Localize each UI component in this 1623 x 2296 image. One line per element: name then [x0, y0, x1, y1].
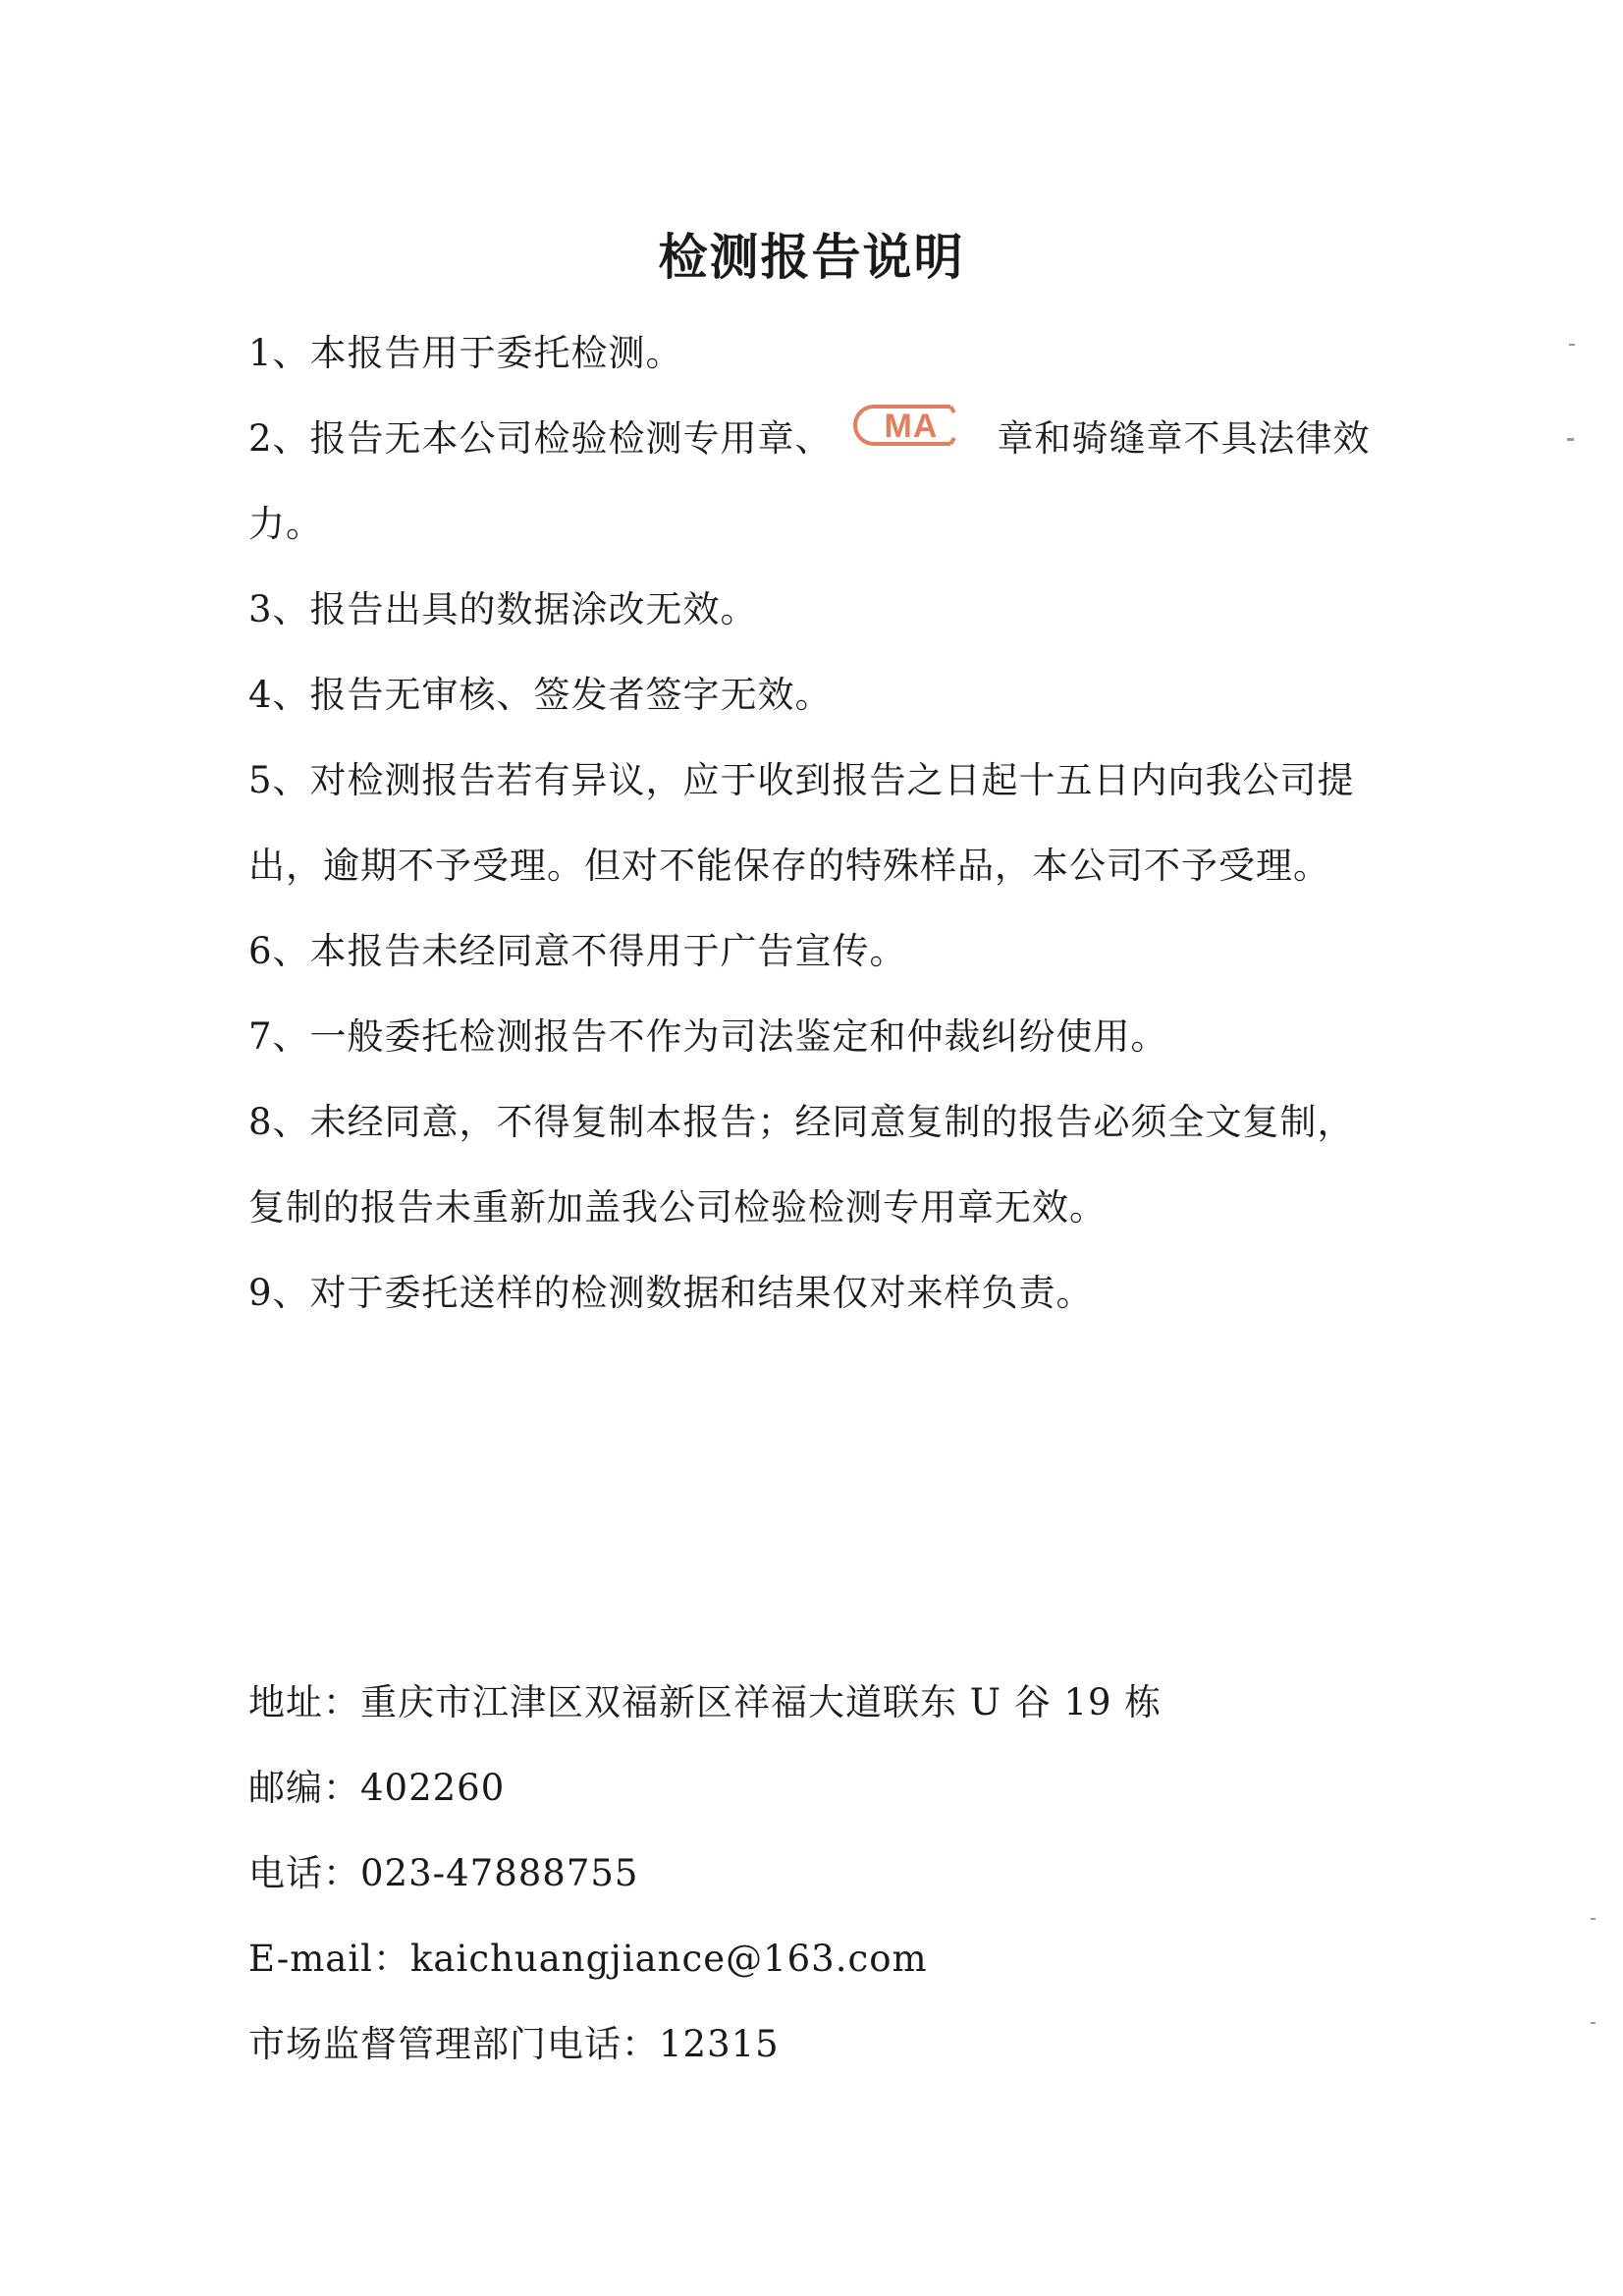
- note-2-continued: 力。: [248, 503, 323, 545]
- contact-phone: 电话：023-47888755: [248, 1852, 639, 1894]
- contact-address: 地址：重庆市江津区双福新区祥福大道联东 U 谷 19 栋: [248, 1681, 1163, 1723]
- cma-stamp-text: MA: [884, 408, 938, 445]
- note-7: 7、一般委托检测报告不作为司法鉴定和仲裁纠纷使用。: [248, 1015, 1168, 1058]
- cma-stamp-icon: [852, 393, 960, 478]
- note-2-text-after: 章和骑缝章不具法律效: [997, 417, 1371, 460]
- note-9: 9、对于委托送样的检测数据和结果仅对来样负责。: [248, 1272, 1094, 1314]
- contact-email: E-mail：kaichuangjiance@163.com: [248, 1938, 928, 1980]
- note-5-line-1: 5、对检测报告若有异议，应于收到报告之日起十五日内向我公司提: [248, 759, 1355, 801]
- note-1: 1、本报告用于委托检测。: [248, 332, 683, 374]
- scan-mark: [1567, 438, 1574, 441]
- notes-list: [248, 310, 1387, 1336]
- page-title: 检测报告说明: [658, 228, 965, 286]
- note-6: 6、本报告未经同意不得用于广告宣传。: [248, 930, 907, 972]
- note-2: [248, 396, 1387, 481]
- contact-postcode: 邮编：402260: [248, 1767, 506, 1809]
- contact-market-supervision: 市场监督管理部门电话：12315: [248, 2023, 780, 2065]
- scan-mark: [1569, 344, 1575, 346]
- contact-info: [248, 1660, 1387, 2087]
- scan-mark: [1591, 1918, 1596, 1920]
- note-8-line-1: 8、未经同意，不得复制本报告；经同意复制的报告必须全文复制，: [248, 1101, 1355, 1143]
- note-8-line-2: 复制的报告未重新加盖我公司检验检测专用章无效。: [248, 1186, 1107, 1229]
- note-3: 3、报告出具的数据涂改无效。: [248, 588, 758, 630]
- scan-mark: [1591, 2022, 1596, 2024]
- note-5-line-2: 出，逾期不予受理。但对不能保存的特殊样品，本公司不予受理。: [248, 845, 1330, 887]
- note-4: 4、报告无审核、签发者签字无效。: [248, 674, 833, 716]
- note-2-text-before: 2、报告无本公司检验检测专用章、: [248, 417, 833, 460]
